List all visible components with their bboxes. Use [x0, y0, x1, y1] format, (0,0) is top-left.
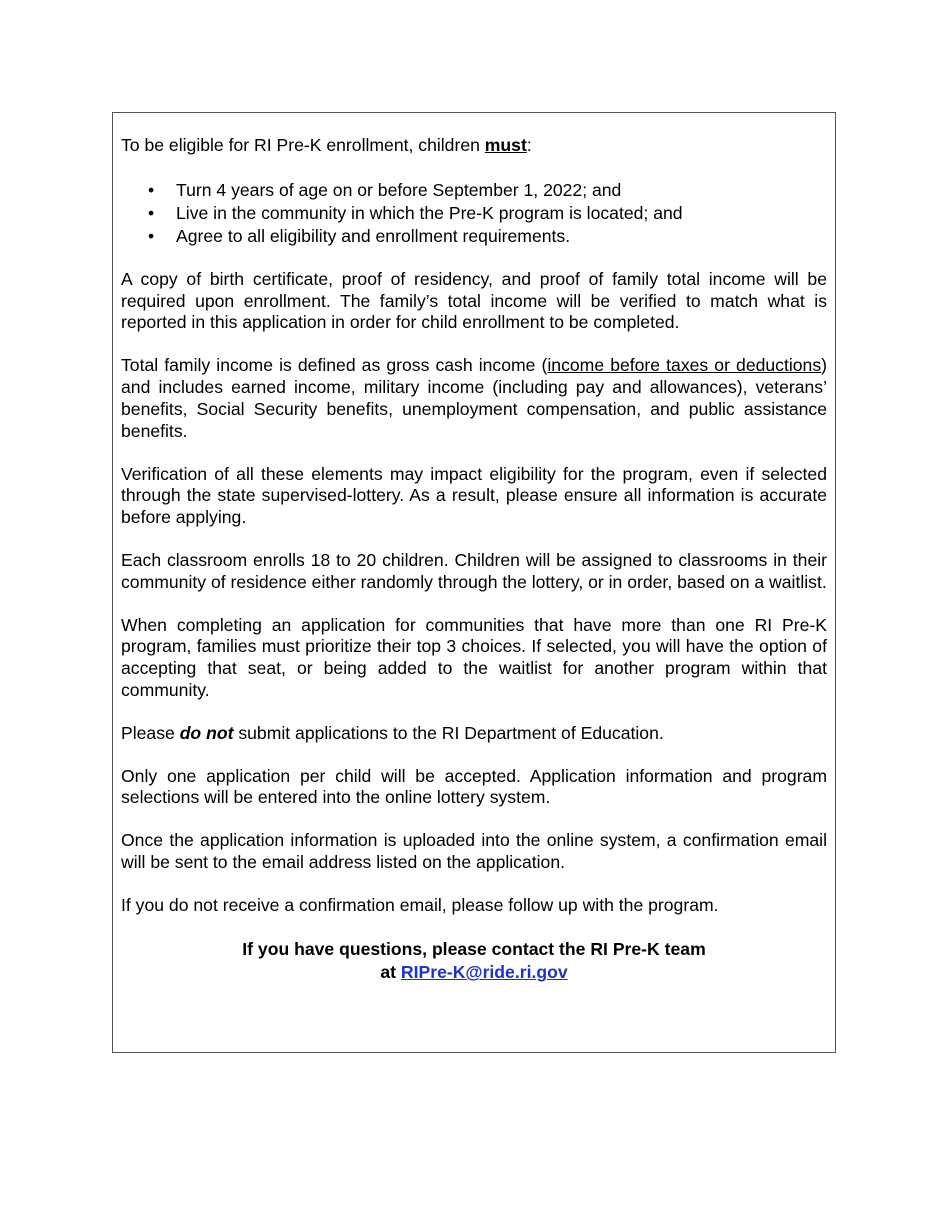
verification-paragraph: Verification of all these elements may impact eligibility for the program, even if selected through the state supervised-lottery. As a result, please ensure all information is accurate before applying.: [121, 463, 827, 527]
intro-suffix: :: [526, 135, 532, 155]
contact-email-link[interactable]: RIPre-K@ride.ri.gov: [400, 962, 568, 983]
intro-text: To be eligible for RI Pre-K enrollment, children: [121, 135, 485, 155]
income-suffix: ) and includes earned income, military income (including pay and allowances), veterans’ benefits, Social Security benefits, unemployment compensation, and public assistance benefits.: [121, 355, 827, 441]
list-item: [121, 225, 827, 248]
income-definition-paragraph: [121, 355, 827, 442]
list-item-text: Live in the community in which the Pre-K program is located; and: [176, 202, 683, 223]
eligibility-bullet-list: [121, 179, 827, 248]
intro-emphasis: must: [484, 135, 527, 155]
bullet-icon: •: [148, 179, 155, 200]
list-item-text: Agree to all eligibility and enrollment requirements.: [176, 225, 571, 246]
list-item: [121, 202, 827, 225]
follow-up-paragraph: If you do not receive a confirmation email, please follow up with the program.: [121, 895, 719, 916]
list-item: [121, 179, 827, 202]
choices-paragraph: When completing an application for communities that have more than one RI Pre-K program, families must prioritize their top 3 choices. If selected, you will have the option of accepting that seat, or being added to the waitlist for another program within that community.: [121, 614, 827, 700]
one-application-paragraph: Only one application per child will be accepted. Application information and program selections will be entered into the online lottery system.: [121, 765, 827, 808]
do-not-prefix: Please: [121, 722, 180, 743]
contact-line: If you have questions, please contact the RI Pre-K team: [242, 938, 706, 959]
contact-block: [121, 938, 827, 985]
contact-email-line: [121, 961, 827, 985]
list-item-text: Turn 4 years of age on or before September 1, 2022; and: [176, 179, 622, 200]
classroom-paragraph: Each classroom enrolls 18 to 20 children. Children will be assigned to classrooms in their community of residence either randomly through the lottery, or in order, based on a waitlist.: [121, 549, 827, 592]
income-prefix: Total family income is defined as gross cash income (: [121, 355, 548, 376]
documents-paragraph: A copy of birth certificate, proof of residency, and proof of family total income will be required upon enrollment. The family’s total income will be verified to match what is reported in this application in order for child enrollment to be completed.: [121, 269, 827, 333]
do-not-suffix: submit applications to the RI Department of Education.: [233, 722, 664, 743]
do-not-submit-paragraph: [121, 723, 827, 745]
bullet-icon: •: [148, 225, 155, 246]
contact-at: at: [380, 962, 401, 983]
bullet-icon: •: [148, 202, 155, 223]
intro-paragraph: [121, 135, 827, 157]
eligibility-info-box: [112, 112, 836, 1053]
do-not-emphasis: do not: [179, 722, 234, 743]
income-underlined: income before taxes or deductions: [547, 355, 822, 376]
confirmation-paragraph: Once the application information is uploaded into the online system, a confirmation email will be sent to the email address listed on the application.: [121, 830, 827, 873]
